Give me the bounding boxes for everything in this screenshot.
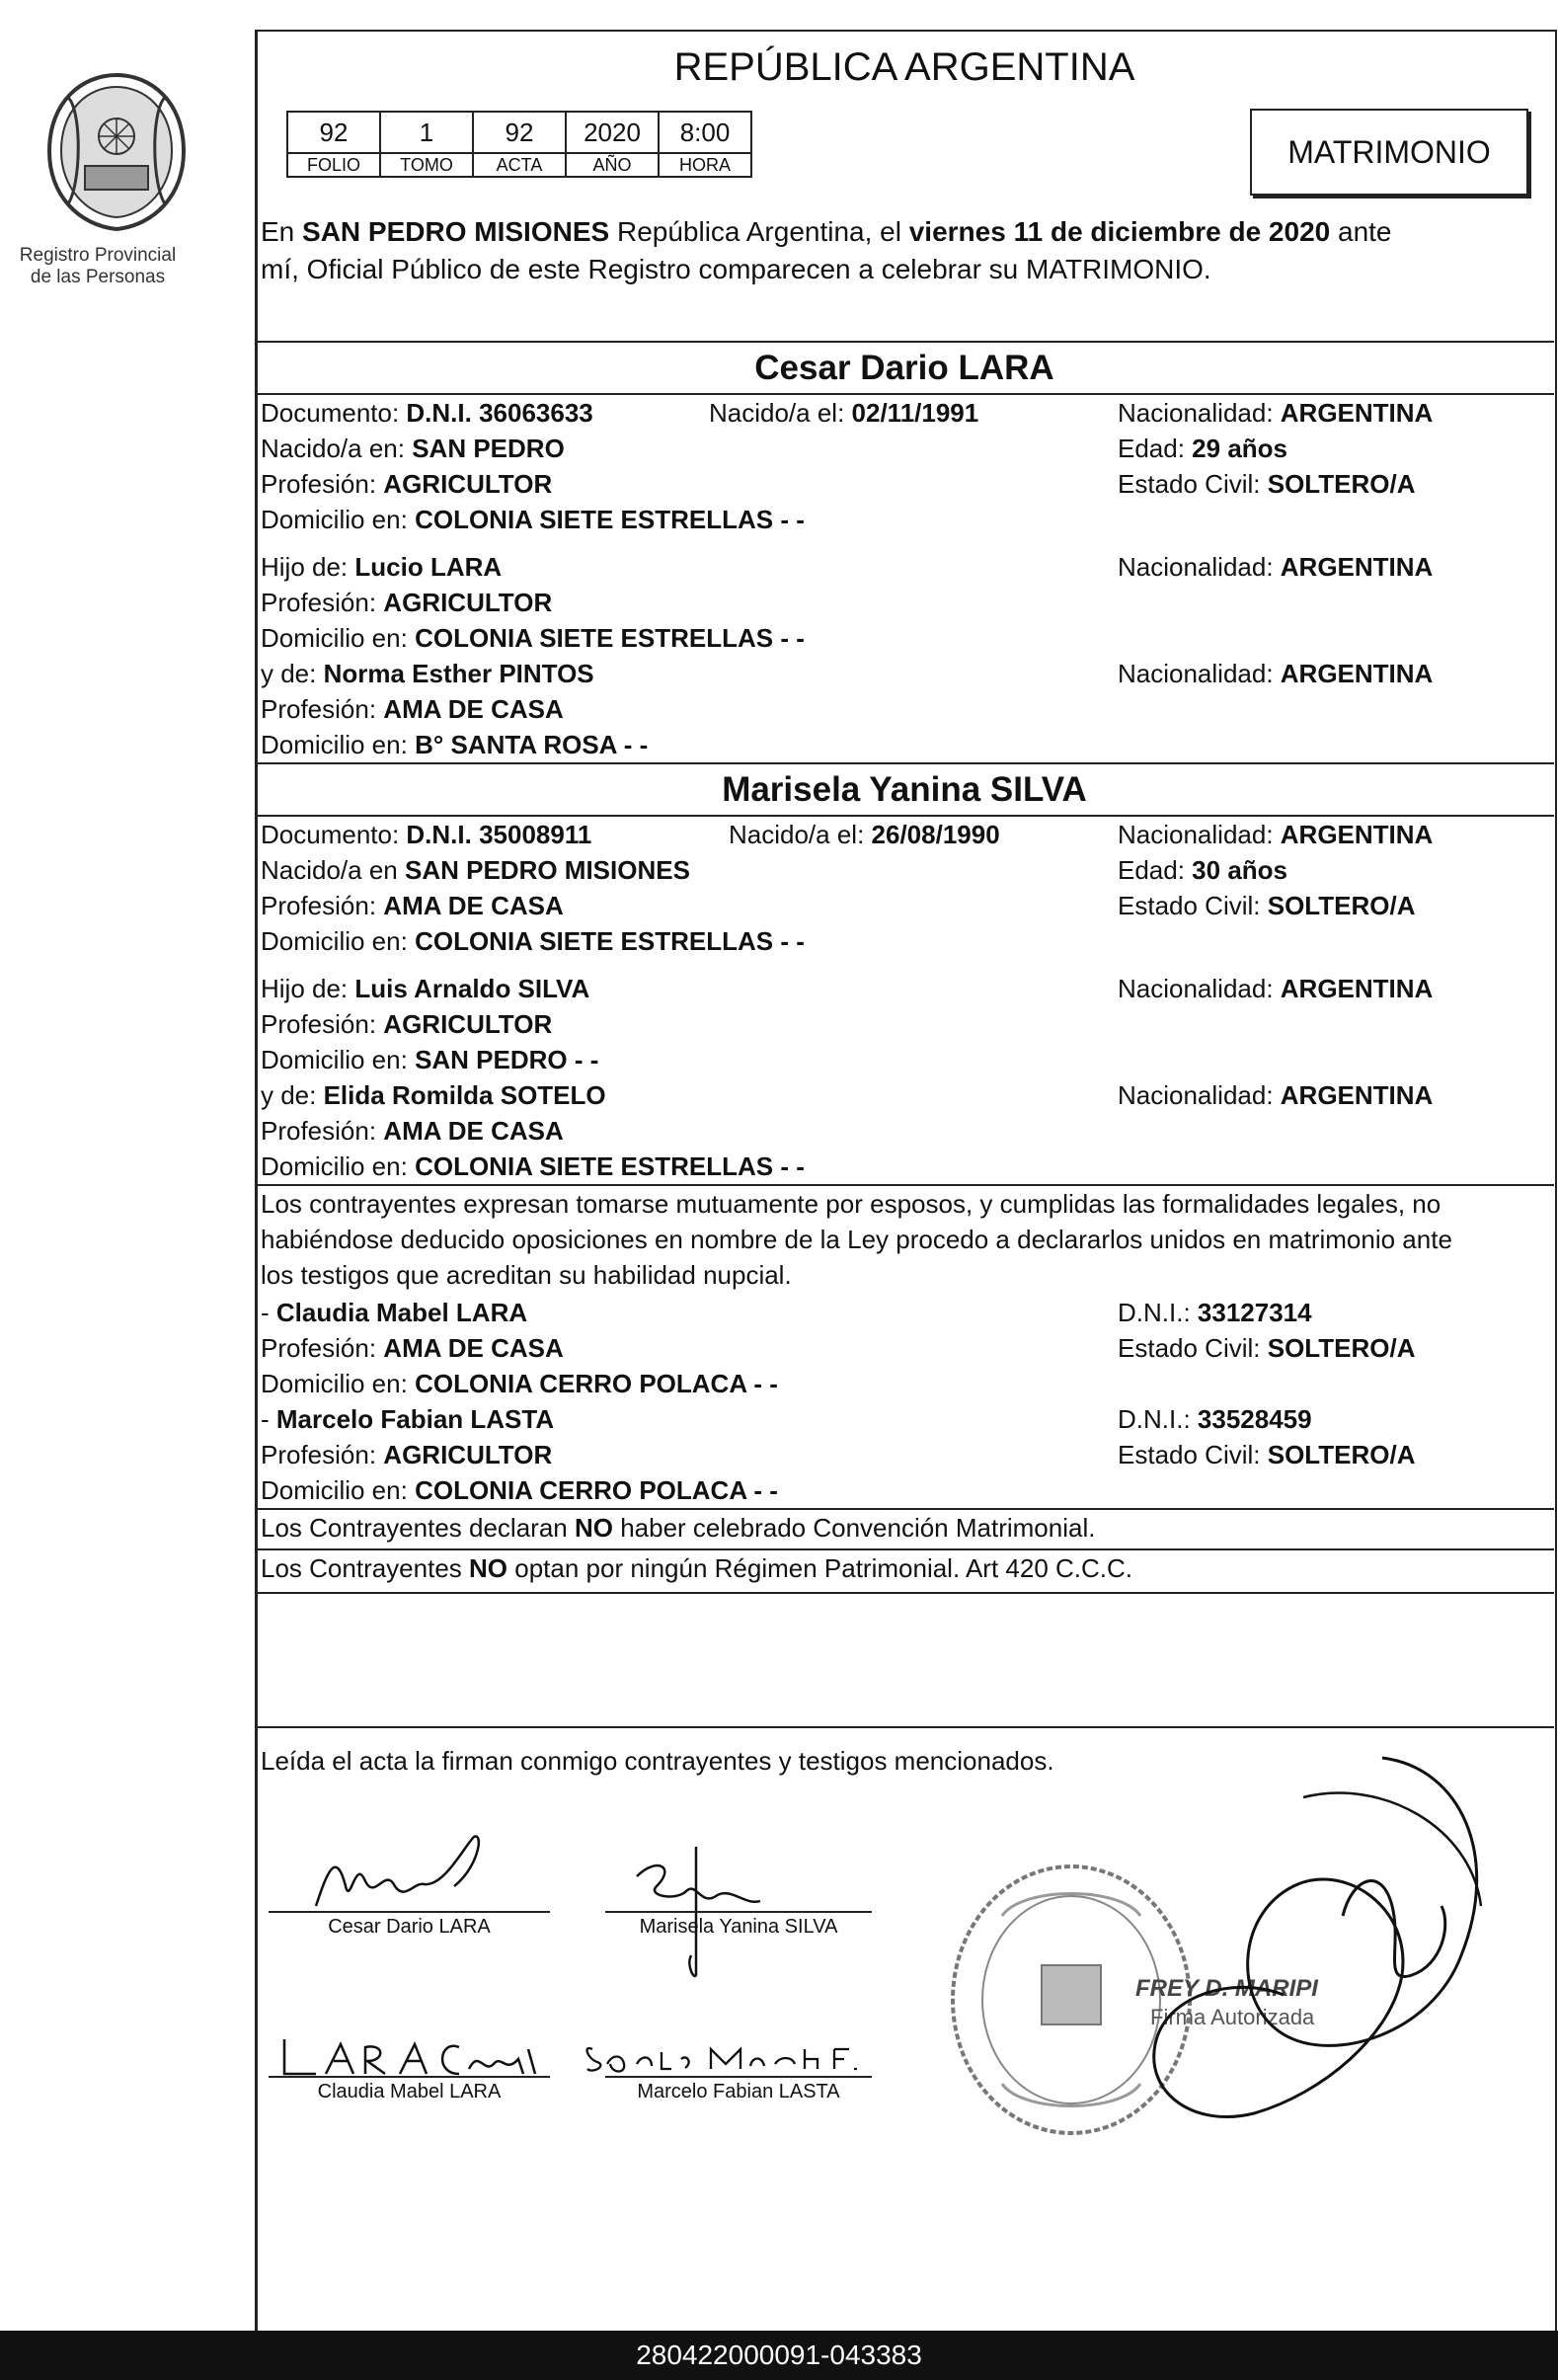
provincial-seal-logo [38,67,195,235]
c1-padre-domicilio: Domicilio en: COLONIA SIETE ESTRELLAS - - [261,623,805,653]
testigo2-profesion: Profesión: AGRICULTOR [261,1440,553,1469]
divider [255,393,1554,395]
signature-name-2: Marisela Yanina SILVA [639,1916,838,1938]
c1-padre-nacionalidad: Nacionalidad: ARGENTINA [1118,552,1434,582]
c1-madre-profesion: Profesión: AMA DE CASA [261,694,564,724]
regimen-line: Los Contrayentes NO optan por ningún Régimen Patrimonial. Art 420 C.C.C. [261,1553,1133,1583]
hora-label: HORA [659,153,751,177]
intro-date: viernes 11 de diciembre de 2020 [908,216,1331,247]
act-type-box [1250,109,1528,196]
act-type-label: MATRIMONIO [1287,134,1491,170]
divider [255,1592,1554,1594]
intro-line2: mí, Oficial Público de este Registro comparecen a celebrar su MATRIMONIO. [261,254,1211,284]
folio-label: FOLIO [287,153,380,177]
c1-madre-nacionalidad: Nacionalidad: ARGENTINA [1118,659,1434,688]
c2-padre: Hijo de: Luis Arnaldo SILVA [261,974,590,1003]
document-code-bar: 280422000091-043383 [0,2331,1558,2380]
hora-value: 8:00 [659,112,751,153]
c1-profesion: Profesión: AGRICULTOR [261,469,553,499]
acta-label: ACTA [473,153,566,177]
c1-padre: Hijo de: Lucio LARA [261,552,503,582]
testigo1-profesion: Profesión: AMA DE CASA [261,1333,564,1363]
c2-estado-civil: Estado Civil: SOLTERO/A [1118,891,1416,920]
divider [255,762,1554,764]
contrayente2-name: Marisela Yanina SILVA [722,770,1087,809]
c2-profesion: Profesión: AMA DE CASA [261,891,564,920]
divider [255,1184,1554,1186]
c2-domicilio: Domicilio en: COLONIA SIETE ESTRELLAS - - [261,926,805,956]
declaracion-line3: los testigos que acreditan su habilidad nupcial. [261,1260,792,1290]
divider [255,341,1554,343]
tomo-label: TOMO [380,153,473,177]
declaracion-line2: habiéndose deducido oposiciones en nombre de la Ley procedo a declararlos unidos en matrimonio ante [261,1225,1452,1254]
declaracion-line1: Los contrayentes expresan tomarse mutuamente por esposos, y cumplidas las formalidades legales, no [261,1189,1441,1219]
testigo1-name: - Claudia Mabel LARA [261,1298,528,1327]
divider [255,1508,1554,1510]
c1-nacido-el: Nacido/a el: 02/11/1991 [709,398,979,428]
signature-name-4: Marcelo Fabian LASTA [637,2081,840,2102]
c2-padre-domicilio: Domicilio en: SAN PEDRO - - [261,1045,599,1074]
country-title: REPÚBLICA ARGENTINA [673,45,1135,89]
c2-documento: Documento: D.N.I. 35008911 [261,820,592,849]
divider [255,1726,1554,1728]
testigo2-domicilio: Domicilio en: COLONIA CERRO POLACA - - [261,1475,778,1505]
c2-nacionalidad: Nacionalidad: ARGENTINA [1118,820,1434,849]
intro-line1: En SAN PEDRO MISIONES República Argentina, el viernes 11 de diciembre de 2020 ante [261,216,1392,247]
c1-nacido-en: Nacido/a en: SAN PEDRO [261,434,565,463]
c1-madre-domicilio: Domicilio en: B° SANTA ROSA - - [261,730,649,759]
testigo2-name: - Marcelo Fabian LASTA [261,1404,555,1434]
c1-estado-civil: Estado Civil: SOLTERO/A [1118,469,1416,499]
signature-line [605,2076,872,2078]
official-signature [1086,1738,1520,2153]
c2-madre-profesion: Profesión: AMA DE CASA [261,1116,564,1146]
divider [255,815,1554,817]
cierre-text: Leída el acta la firman conmigo contrayentes y testigos mencionados. [261,1746,1054,1776]
c2-madre-domicilio: Domicilio en: COLONIA SIETE ESTRELLAS - - [261,1151,805,1181]
anio-value: 2020 [566,112,659,153]
signature-name-1: Cesar Dario LARA [328,1916,491,1938]
signature-marcelo [583,2034,869,2079]
c1-domicilio: Domicilio en: COLONIA SIETE ESTRELLAS - - [261,505,805,534]
testigo1-domicilio: Domicilio en: COLONIA CERRO POLACA - - [261,1369,778,1398]
anio-label: AÑO [566,153,659,177]
signature-line [605,1911,872,1913]
c2-nacido-en: Nacido/a en SAN PEDRO MISIONES [261,855,690,885]
c1-padre-profesion: Profesión: AGRICULTOR [261,588,553,617]
divider [255,1548,1554,1550]
c2-edad: Edad: 30 años [1118,855,1287,885]
contrayente1-name: Cesar Dario LARA [754,349,1054,387]
testigo2-estado-civil: Estado Civil: SOLTERO/A [1118,1440,1416,1469]
registry-name-line2: de las Personas [30,267,166,287]
convencion-line: Los Contrayentes declaran NO haber celebrado Convención Matrimonial. [261,1513,1096,1543]
c1-madre: y de: Norma Esther PINTOS [261,659,594,688]
folio-value: 92 [287,112,380,153]
signature-line [269,1911,550,1913]
c1-nacionalidad: Nacionalidad: ARGENTINA [1118,398,1434,428]
c2-madre: y de: Elida Romilda SOTELO [261,1080,606,1110]
act-fields-table [286,111,752,178]
official-name: FREY D. MARIPI [1135,1975,1318,2002]
signature-cesar [296,1827,513,1916]
official-role: Firma Autorizada [1150,2005,1315,2029]
acta-value: 92 [473,112,566,153]
signature-line [269,2076,550,2078]
registry-name-line1: Registro Provincial [19,245,177,266]
signature-name-3: Claudia Mabel LARA [317,2081,502,2102]
testigo2-dni: D.N.I.: 33528459 [1118,1404,1312,1434]
c1-documento: Documento: D.N.I. 36063633 [261,398,593,428]
c2-padre-profesion: Profesión: AGRICULTOR [261,1009,553,1039]
c1-edad: Edad: 29 años [1118,434,1287,463]
c2-padre-nacionalidad: Nacionalidad: ARGENTINA [1118,974,1434,1003]
tomo-value: 1 [380,112,473,153]
intro-place: SAN PEDRO MISIONES [302,216,610,247]
testigo1-estado-civil: Estado Civil: SOLTERO/A [1118,1333,1416,1363]
c2-madre-nacionalidad: Nacionalidad: ARGENTINA [1118,1080,1434,1110]
c2-nacido-el: Nacido/a el: 26/08/1990 [729,820,1000,849]
testigo1-dni: D.N.I.: 33127314 [1118,1298,1312,1327]
